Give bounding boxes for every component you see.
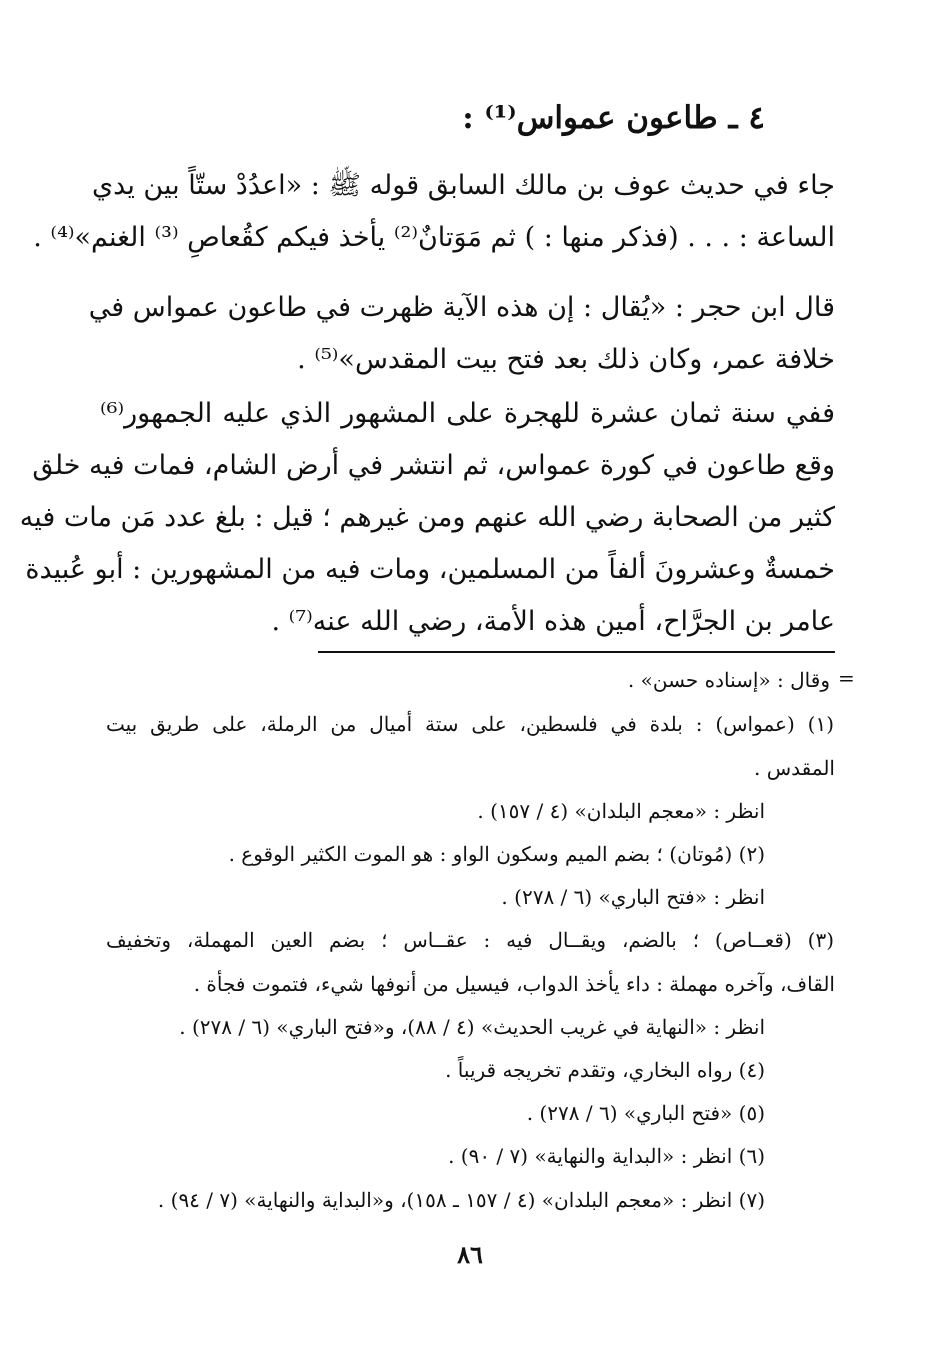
text-line: الساعة : . . . (فذكر منها : ) ثم مَوَتانٌ⁽²⁾ يأخذ فيكم كقُعاصِ ⁽³⁾ الغنم»⁽⁴⁾ .: [33, 222, 835, 253]
text-line: عامر بن الجرَّاح، أمين هذه الأمة، رضي الله عنه⁽⁷⁾ .: [271, 606, 835, 637]
footnote-line: (٤) رواه البخاري، وتقدم تخريجه قريباً .: [445, 1058, 765, 1082]
text-line: خمسةٌ وعشرونَ ألفاً من المسلمين، ومات فيه من المشهورين : أبو عُبيدة: [25, 554, 835, 585]
footnote-line: انظر : «النهاية في غريب الحديث» (٤ / ٨٨)، و«فتح الباري» (٦ / ٢٧٨) .: [179, 1015, 765, 1039]
paragraph-2: [88, 282, 835, 386]
text-line: جاء في حديث عوف بن مالك السابق قوله ﷺ : «اعدُدْ ستّاً بين يدي: [92, 170, 835, 201]
text-line: كثير من الصحابة رضي الله عنهم ومن غيرهم ؛ قيل : بلغ عدد مَن مات فيه: [19, 502, 835, 533]
paragraph-1: [33, 160, 835, 264]
footnote-line: المقدس .: [754, 756, 835, 780]
footnote-line: القاف، وآخره مهملة : داء يأخذ الدواب، فيسيل من أنوفها شيء، فتموت فجأة .: [193, 972, 835, 996]
footnote-continuation-marker: =: [838, 666, 855, 690]
footnote-line: (٥) «فتح الباري» (٦ / ٢٧٨) .: [526, 1101, 765, 1125]
footnote-line: (٧) انظر : «معجم البلدان» (٤ / ١٥٧ ـ ١٥٨)، و«البداية والنهاية» (٧ / ٩٤) .: [157, 1188, 765, 1212]
footnote-line: (٢) (مُوتان) ؛ بضم الميم وسكون الواو : هو الموت الكثير الوقوع .: [228, 842, 765, 866]
footnote-line: انظر : «معجم البلدان» (٤ / ١٥٧) .: [477, 799, 765, 823]
text-line: قال ابن حجر : «يُقال : إن هذه الآية ظهرت في طاعون عمواس في: [88, 292, 835, 323]
page-number: ٨٦: [457, 1240, 483, 1269]
section-heading: ٤ ـ طاعون عمواس⁽¹⁾ :: [462, 100, 765, 136]
text-line: خلافة عمر، وكان ذلك بعد فتح بيت المقدس»⁽⁵⁾ .: [297, 344, 835, 375]
text-line: وقع طاعون في كورة عمواس، ثم انتشر في أرض الشام، فمات فيه خلق: [32, 450, 835, 481]
footnote-line: (٣) (قعــاص) ؛ بالضم، ويقــال فيه : عقــاس ؛ بضم العين المهملة، وتخفيف: [106, 928, 834, 952]
footnote-line: (٦) انظر : «البداية والنهاية» (٧ / ٩٠) .: [448, 1144, 765, 1168]
footnote-line: وقال : «إسناده حسن» .: [627, 668, 830, 692]
text-line: ففي سنة ثمان عشرة للهجرة على المشهور الذي عليه الجمهور⁽⁶⁾: [100, 398, 835, 429]
footnote-divider: [318, 651, 835, 653]
footnote-line: (١) (عمواس) : بلدة في فلسطين، على ستة أميال من الرملة، على طريق بيت: [106, 712, 834, 736]
paragraph-3: [19, 388, 835, 648]
footnote-line: انظر : «فتح الباري» (٦ / ٢٧٨) .: [501, 885, 765, 909]
